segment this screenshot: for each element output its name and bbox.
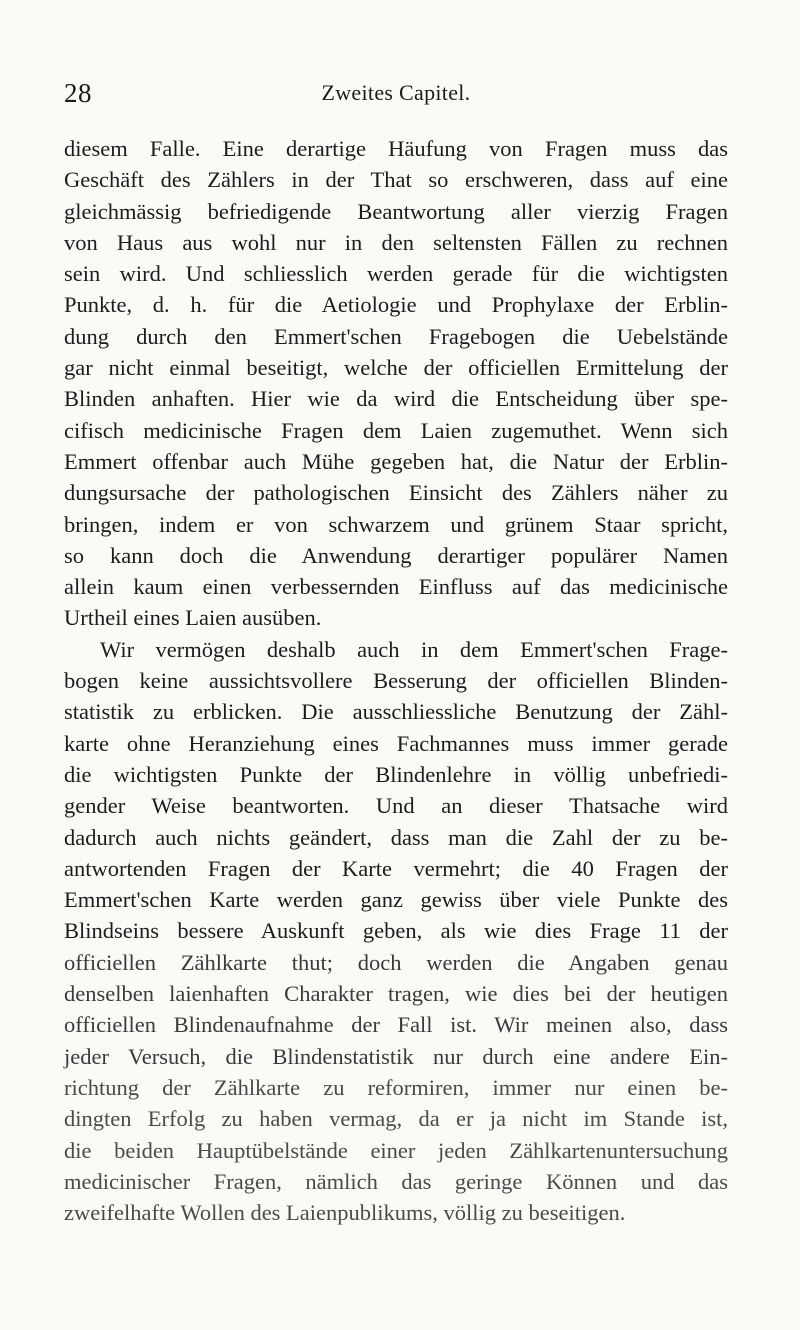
paragraph-1 <box>64 133 728 634</box>
page-header <box>64 70 728 110</box>
text-line: Blinden anhaften. Hier wie da wird die Entscheidung über spe- <box>64 386 728 412</box>
text-line: Geschäft des Zählers in der That so erschweren, dass auf eine <box>64 167 728 193</box>
text-line: Wir vermögen deshalb auch in dem Emmert'schen Frage- <box>100 636 728 662</box>
text-line: bringen, indem er von schwarzem und grünem Staar spricht, <box>64 511 728 537</box>
text-line: diesem Falle. Eine derartige Häufung von Fragen muss das <box>64 136 728 161</box>
text-line: die beiden Hauptübelstände einer jeden Zählkartenuntersuchung <box>64 1137 728 1163</box>
text-line: bogen keine aussichtsvollere Besserung der officiellen Blinden- <box>64 668 728 694</box>
text-line: cifisch medicinische Fragen dem Laien zugemuthet. Wenn sich <box>64 417 728 443</box>
text-line: officiellen Zählkarte thut; doch werden die Angaben genau <box>64 949 728 975</box>
text-line: dungsursache der pathologischen Einsicht des Zählers näher zu <box>64 480 728 506</box>
text-line: von Haus aus wohl nur in den seltensten Fällen zu rechnen <box>64 229 728 255</box>
text-line: dung durch den Emmert'schen Fragebogen die Uebelstände <box>64 323 728 349</box>
text-line: gleichmässig befriedigende Beantwortung aller vierzig Fragen <box>64 198 728 224</box>
text-line: karte ohne Heranziehung eines Fachmannes muss immer gerade <box>64 730 728 756</box>
text-line: richtung der Zählkarte zu reformiren, immer nur einen be- <box>64 1074 728 1100</box>
text-line: Urtheil eines Laien ausüben. <box>64 605 322 631</box>
body-text <box>64 133 728 1228</box>
text-line: allein kaum einen verbessernden Einfluss auf das medicinische <box>64 574 728 600</box>
page-number: 28 <box>64 78 92 108</box>
paragraph-2 <box>64 634 728 1229</box>
text-line: dadurch auch nichts geändert, dass man die Zahl der zu be- <box>64 824 728 850</box>
text-line: gender Weise beantworten. Und an dieser Thatsache wird <box>64 793 728 819</box>
text-line: antwortenden Fragen der Karte vermehrt; die 40 Fragen der <box>64 855 728 881</box>
text-line: Emmert offenbar auch Mühe gegeben hat, die Natur der Erblin- <box>64 448 728 474</box>
text-line: Emmert'schen Karte werden ganz gewiss über viele Punkte des <box>64 887 728 913</box>
text-line: zweifelhafte Wollen des Laienpublikums, völlig zu beseitigen. <box>64 1200 626 1226</box>
text-line: denselben laienhaften Charakter tragen, wie dies bei der heutigen <box>64 981 728 1007</box>
text-line: jeder Versuch, die Blindenstatistik nur durch eine andere Ein- <box>64 1043 728 1069</box>
text-line: so kann doch die Anwendung derartiger populärer Namen <box>64 542 728 568</box>
text-line: medicinischer Fragen, nämlich das geringe Können und das <box>64 1168 728 1194</box>
text-line: gar nicht einmal beseitigt, welche der officiellen Ermittelung der <box>64 355 728 381</box>
text-line: Punkte, d. h. für die Aetiologie und Prophylaxe der Erblin- <box>64 292 728 318</box>
text-line: sein wird. Und schliesslich werden gerade für die wichtigsten <box>64 261 728 287</box>
text-line: dingten Erfolg zu haben vermag, da er ja nicht im Stande ist, <box>64 1106 728 1132</box>
text-line: statistik zu erblicken. Die ausschliessliche Benutzung der Zähl- <box>64 699 728 725</box>
text-line: die wichtigsten Punkte der Blindenlehre in völlig unbefriedi- <box>64 761 728 787</box>
text-line: officiellen Blindenaufnahme der Fall ist. Wir meinen also, dass <box>64 1012 728 1038</box>
text-line: Blindseins bessere Auskunft geben, als wie dies Frage 11 der <box>64 918 728 944</box>
running-title: Zweites Capitel. <box>321 80 471 105</box>
